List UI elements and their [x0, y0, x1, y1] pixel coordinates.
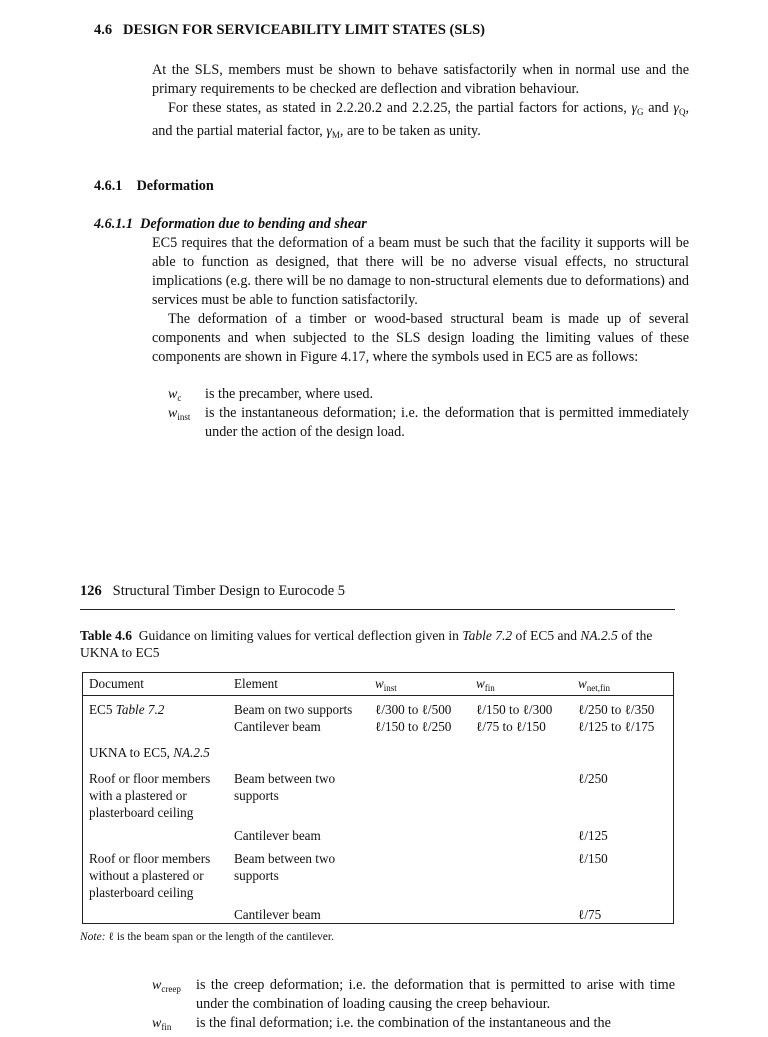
section-heading: [94, 22, 485, 39]
section-paragraph-1: At the SLS, members must be shown to behave satisfactorily when in normal use and the primary requirements to be checked are deflection and vibration behaviour.: [152, 62, 689, 97]
subsubsection-paragraph-1: EC5 requires that the deformation of a beam must be such that the facility it supports will be able to function as designed, that there will be no adverse visual effects, no structural implications (e.g. there will be no damage to non-structural elements due to deformations) and services must be able to function satisfactorily.: [152, 235, 689, 308]
section-title: DESIGN FOR SERVICEABILITY LIMIT STATES (SLS): [123, 22, 485, 38]
table-cell-document: UKNA to EC5, NA.2.5: [89, 745, 210, 760]
subsection-heading: [94, 178, 214, 195]
page-number: 126: [80, 583, 102, 599]
table-cell-value: ℓ/250: [578, 771, 608, 786]
symbol-term: $w_{inst}$: [168, 406, 191, 422]
table-cell-element: Cantilever beam: [234, 828, 321, 843]
table-caption: Table 4.6 Guidance on limiting values for vertical deflection given in Table 7.2 of EC5 and NA.2.5 of the UKNA to EC5: [80, 628, 653, 660]
table-cell-document: Roof or floor members with a plastered or plasterboard ceiling: [89, 771, 211, 820]
table-cell-value: ℓ/75 to ℓ/150: [476, 719, 546, 734]
subsection-title: Deformation: [136, 178, 214, 194]
subsubsection-heading: [94, 216, 367, 233]
table-cell-element: Beam between two supports: [234, 771, 336, 803]
table-cell-element: Beam between two supports: [234, 851, 336, 883]
table-cell-value: ℓ/300 to ℓ/500: [375, 702, 452, 717]
table-cell-value: ℓ/125 to ℓ/175: [578, 719, 655, 734]
table-header-cell: Document: [89, 676, 144, 691]
table-label: Table 4.6: [80, 628, 133, 643]
table-cell-document: Roof or floor members without a plastered or plasterboard ceiling: [89, 851, 211, 900]
symbol-term: $w_c$: [168, 387, 182, 403]
table-cell-value: ℓ/150 to ℓ/300: [476, 702, 553, 717]
table-header-cell: Element: [234, 676, 278, 691]
subsection-number: 4.6.1: [94, 178, 123, 194]
table-cell-value: ℓ/150 to ℓ/250: [375, 719, 452, 734]
book-title: Structural Timber Design to Eurocode 5: [112, 583, 346, 599]
table-cell-document: EC5 Table 7.2: [89, 702, 165, 717]
symbol-definition: is the instantaneous deformation; i.e. the deformation that is permitted immediately under the action of the design load.: [205, 405, 689, 440]
subsubsection-title: Deformation due to bending and shear: [140, 216, 367, 232]
table-header-cell: $w_{inst}$: [375, 676, 397, 693]
symbol-definition: is the precamber, where used.: [205, 386, 374, 402]
symbol-definition: is the creep deformation; i.e. the deformation that is permitted to arise with time under the combination of loading causing the creep behaviour.: [196, 977, 675, 1012]
table-cell-value: ℓ/150: [578, 851, 608, 866]
running-header: [80, 583, 345, 600]
subsubsection-number: 4.6.1.1: [94, 216, 134, 232]
table-cell-value: ℓ/250 to ℓ/350: [578, 702, 655, 717]
symbol-term: $w_{creep}$: [152, 978, 181, 994]
table-cell-element: Beam on two supports: [234, 702, 353, 717]
symbol-list-bottom: [152, 976, 689, 1032]
table-cell-value: ℓ/75: [578, 907, 602, 922]
section-paragraph-2: For these states, as stated in 2.2.20.2 and 2.2.25, the partial factors for actions, $\gamma_G$ and $\gamma_Q$, and the partial material factor, $\gamma_M$, are to be taken as unity.: [152, 100, 689, 140]
table-note-label: Note:: [80, 931, 106, 943]
header-rule: [80, 609, 675, 610]
symbol-definition: is the final deformation; i.e. the combination of the instantaneous and the: [196, 1015, 611, 1031]
deflection-table: [82, 672, 674, 924]
table-cell-element: Cantilever beam: [234, 719, 321, 734]
section-number: 4.6: [94, 22, 113, 38]
table-header-cell: $w_{fin}$: [476, 676, 495, 693]
table-cell-element: Cantilever beam: [234, 907, 321, 922]
symbol-term: $w_{fin}$: [152, 1016, 172, 1032]
table-note: [80, 931, 334, 943]
table-cell-value: ℓ/125: [578, 828, 608, 843]
table-header-cell: $w_{net,fin}$: [578, 676, 611, 693]
subsubsection-paragraph-2: The deformation of a timber or wood-based structural beam is made up of several components and when subjected to the SLS design loading the limiting values of these components are shown in Figure 4.17, where the symbols used in EC5 are as follows:: [152, 311, 689, 365]
table-note-text: ℓ is the beam span or the length of the cantilever.: [105, 931, 334, 943]
